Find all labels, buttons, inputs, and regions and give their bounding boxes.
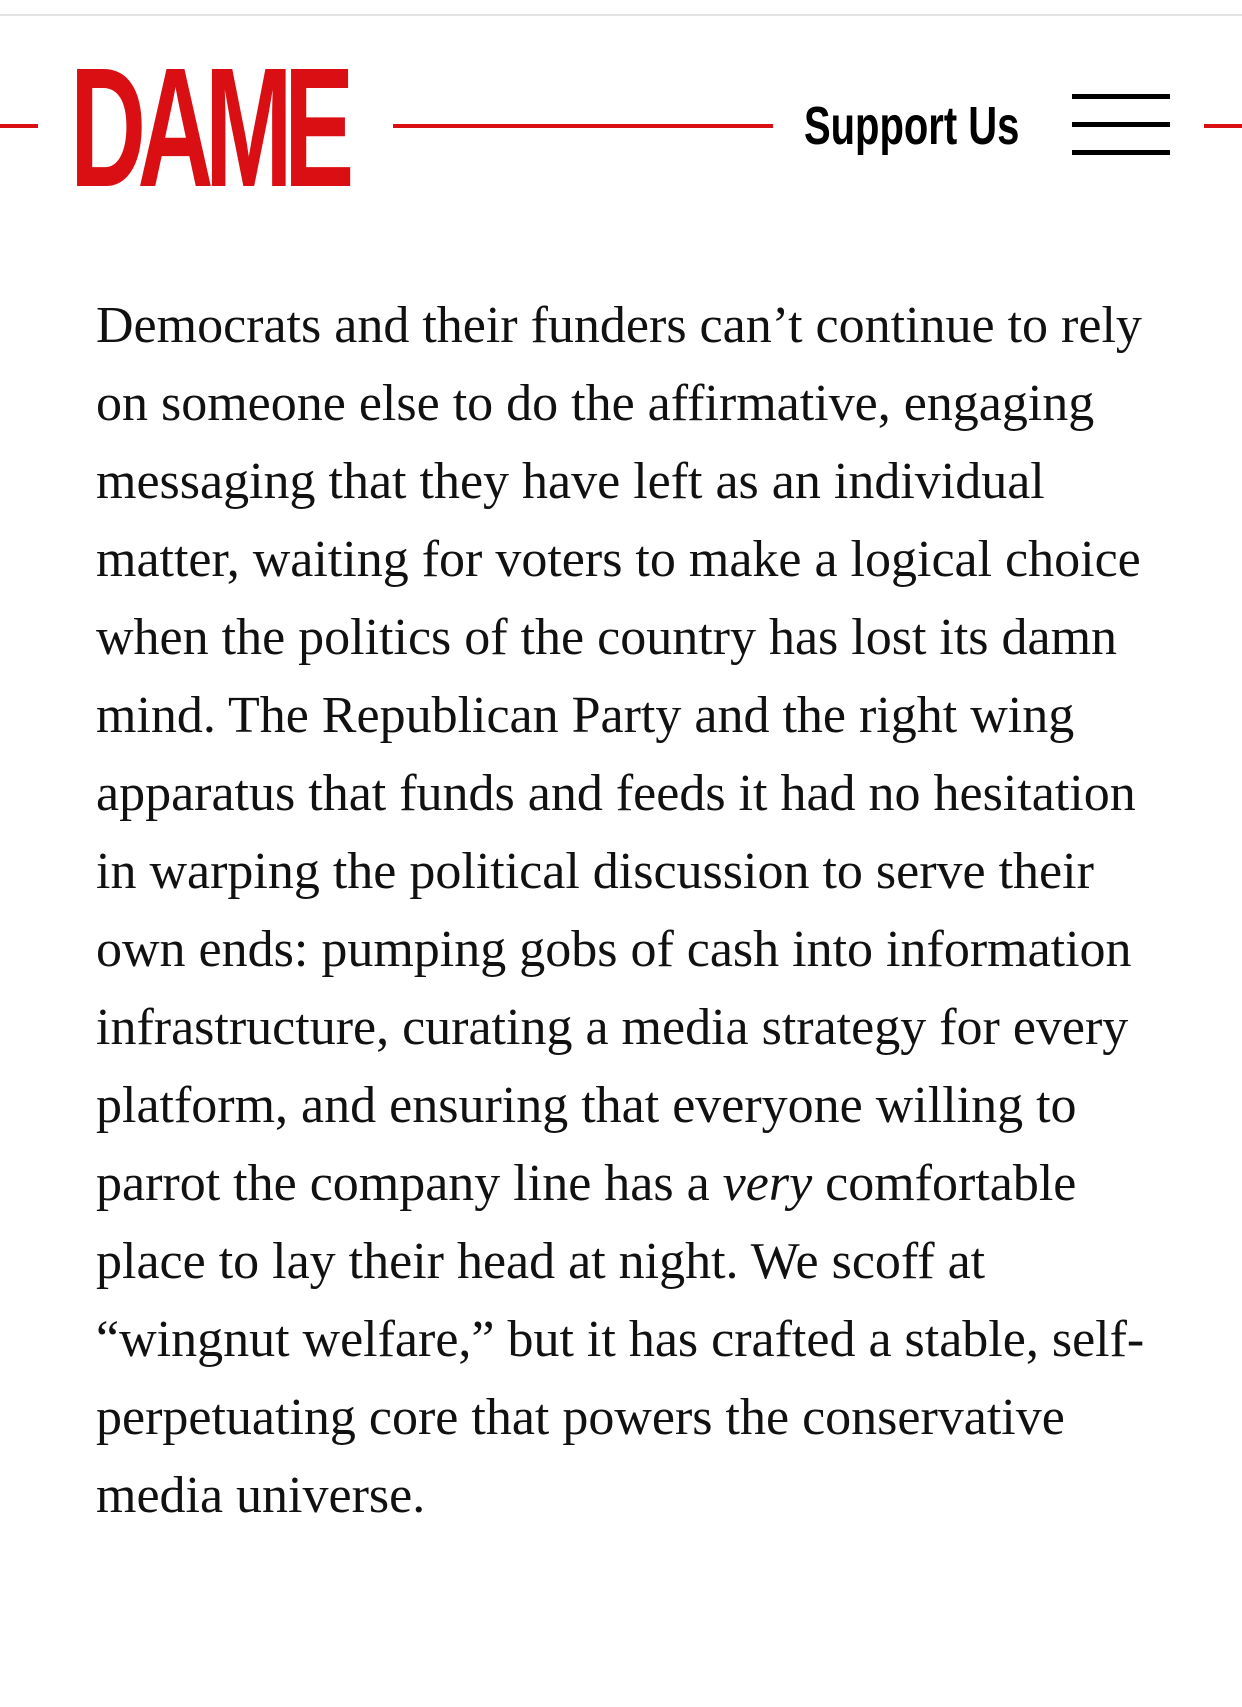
dame-logo[interactable]: DAME — [70, 33, 346, 223]
site-header — [0, 33, 1242, 223]
header-rule-middle — [393, 124, 773, 128]
menu-bar-middle — [1072, 122, 1170, 127]
support-us-link[interactable]: Support Us — [804, 96, 1020, 156]
menu-bar-bottom — [1072, 150, 1170, 155]
header-rule-left — [0, 124, 38, 128]
hamburger-menu-icon[interactable] — [1072, 94, 1170, 160]
top-divider — [0, 14, 1242, 16]
article-paragraph — [96, 287, 1186, 1535]
article-text-after-italic: comfortable place to lay their head at night. We scoff at “wingnut welfare,” but it has crafted a stable, self-perpetuating core that powers the conservative media universe. — [96, 1155, 1145, 1524]
article-italic-emphasis: very — [722, 1155, 813, 1212]
article-text-before-italic: Democrats and their funders can’t continue to rely on someone else to do the affirmative, engaging messaging that they have left as an individual matter, waiting for voters to make a logical choice when the politics of the country has lost its damn mind. The Republican Party and the right wing apparatus that funds and feeds it had no hesitation in warping the political discussion to serve their own ends: pumping gobs of cash into information infrastructure, curating a media strategy for every platform, and ensuring that everyone willing to parrot the company line has a — [96, 297, 1142, 1212]
menu-bar-top — [1072, 94, 1170, 99]
header-rule-right — [1204, 124, 1242, 128]
